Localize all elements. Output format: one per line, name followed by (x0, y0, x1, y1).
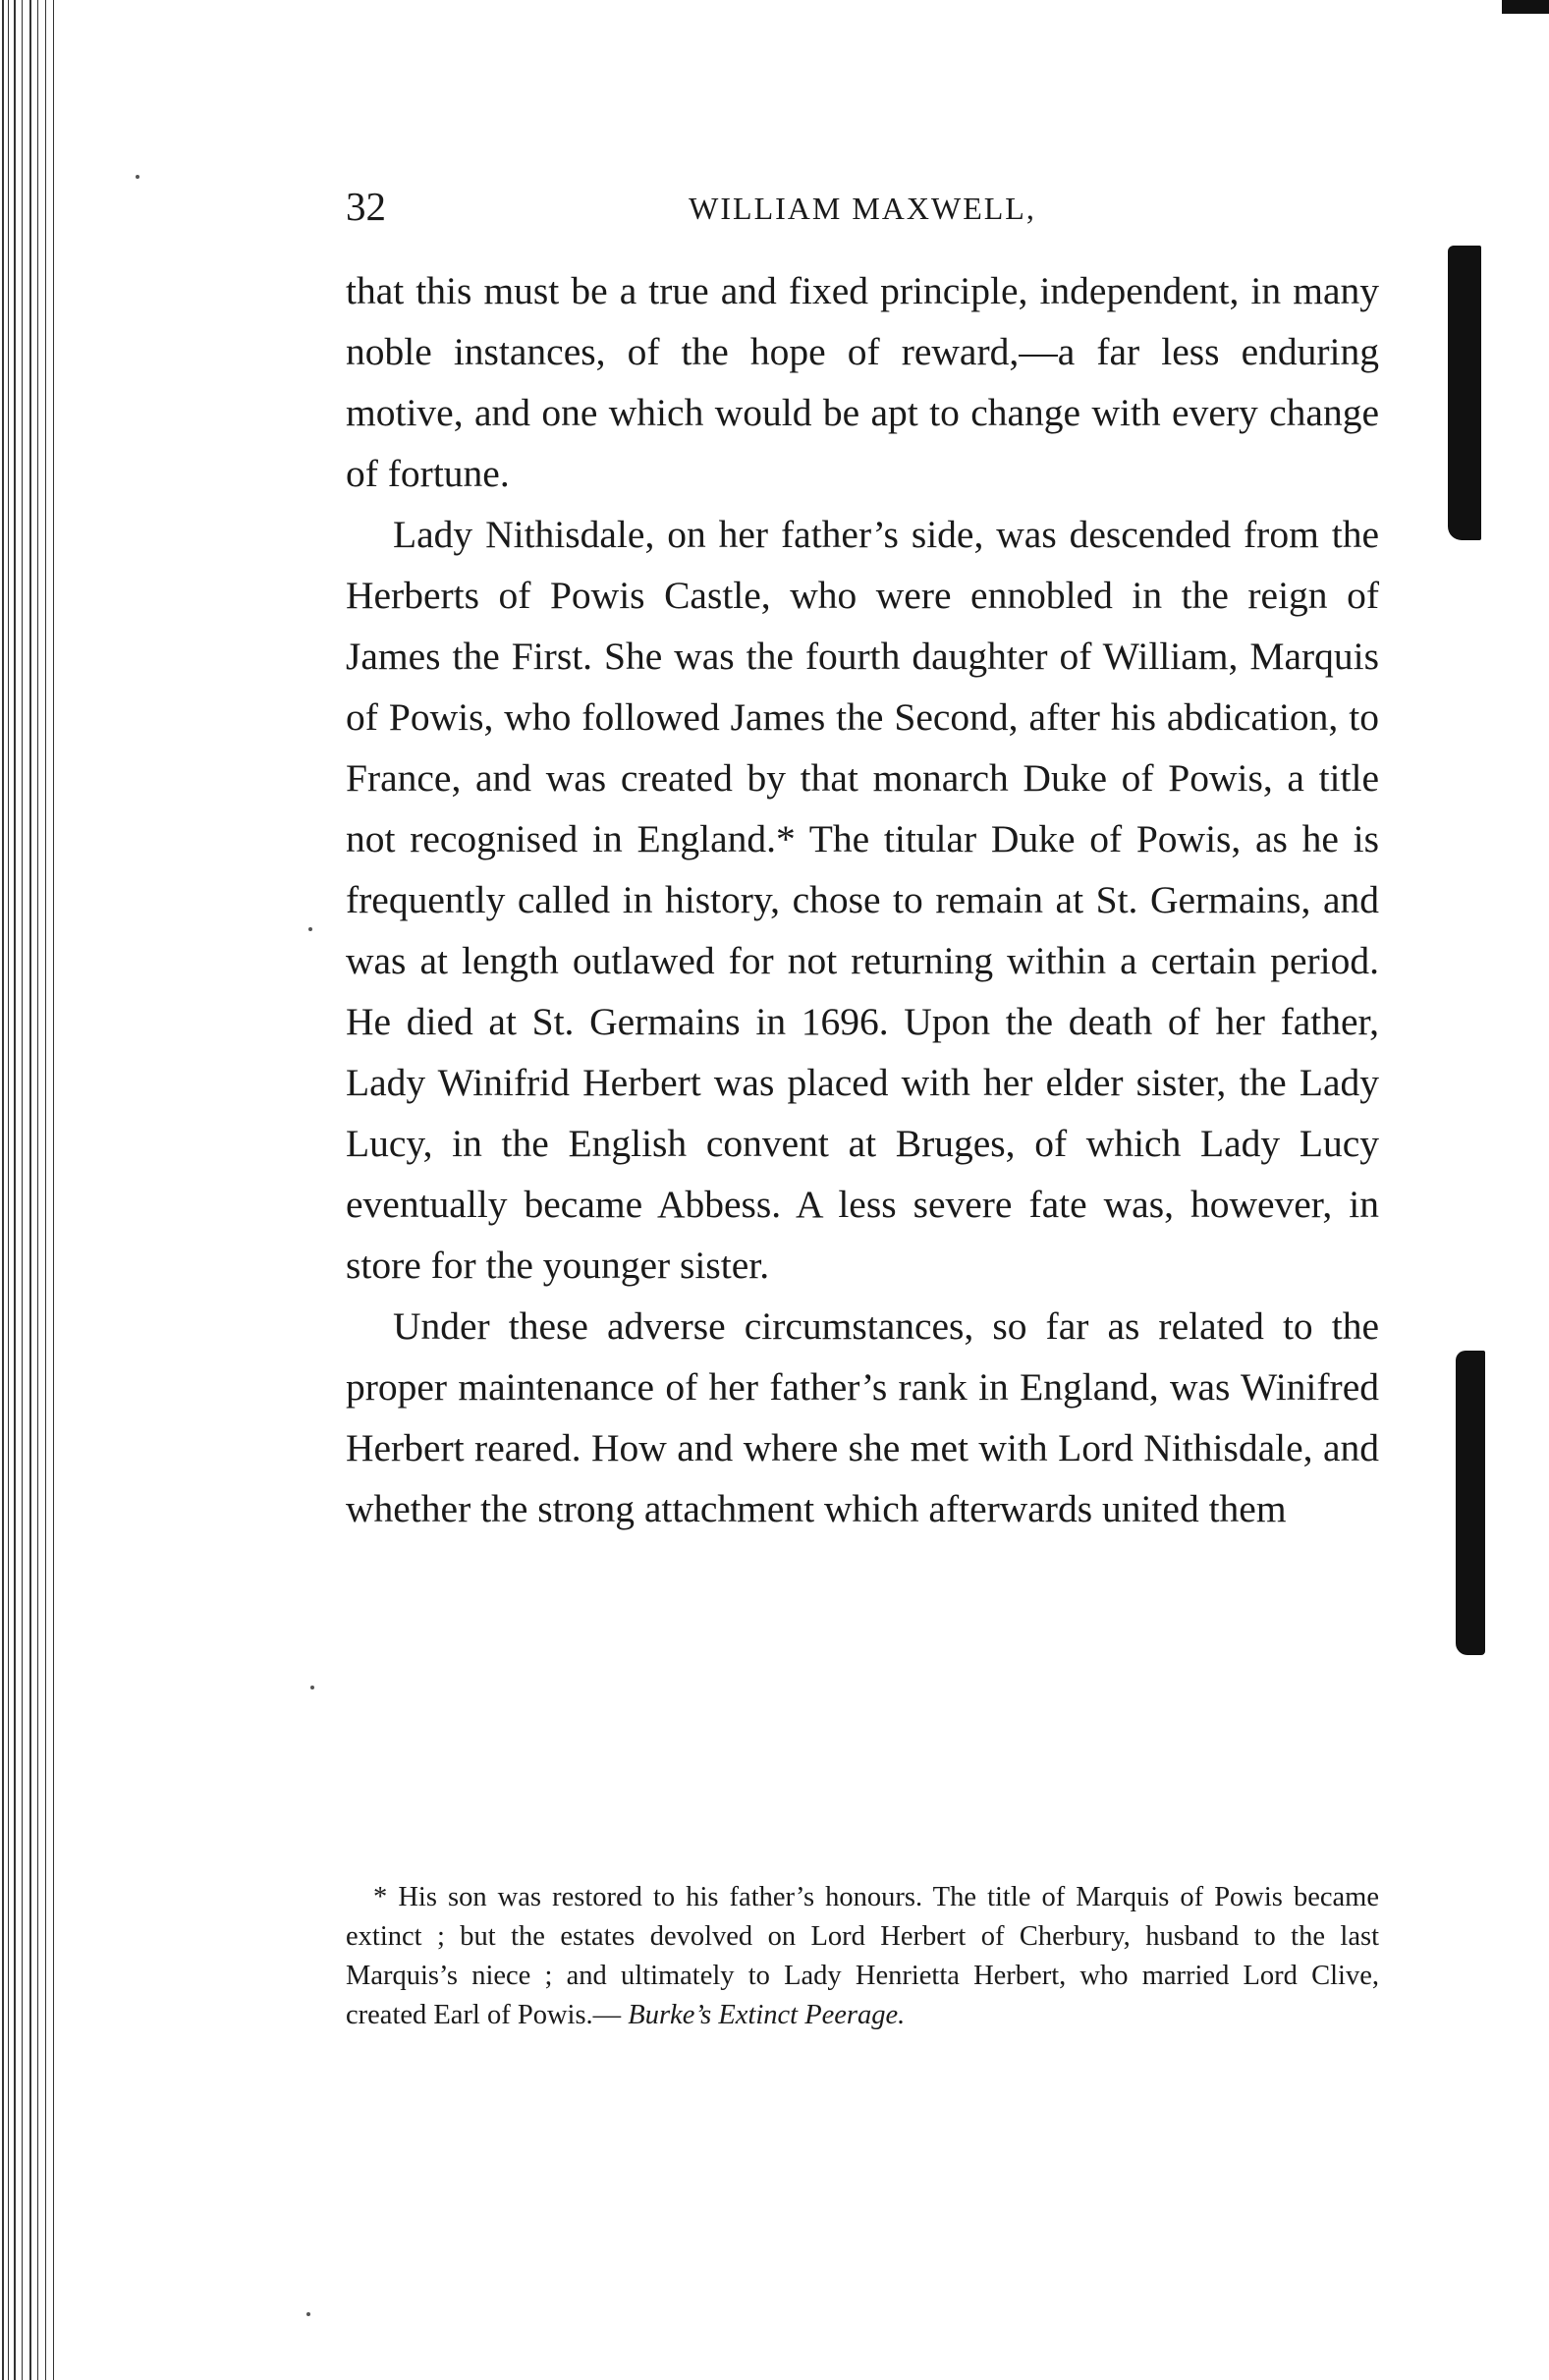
footnote-source: Burke’s Extinct Peerage. (628, 2000, 906, 2030)
scan-speck (310, 1686, 314, 1689)
paragraph-1: that this must be a true and fixed principle, independent, in many noble instances, of the hope of reward,—a far less enduring motive, and one which would be apt to change with every change of fortune. (346, 269, 1379, 495)
paragraph-2: Lady Nithisdale, on her father’s side, was descended from the Herberts of Powis Castle, who were ennobled in the reign of James the First. She was the fourth daughter of William, Marquis of Powis, who followed James the Second, after his abdication, to France, and was created by that monarch Duke of Powis, a title not recognised in England.* The titular Duke of Powis, as he is frequently called in history, chose to remain at St. Germains, and was at length outlawed for not returning within a certain period. He died at St. Germains in 1696. Upon the death of her father, Lady Winifrid Herbert was placed with her elder sister, the Lady Lucy, in the English convent at Bruges, of which Lady Lucy eventually became Abbess. A less severe fate was, however, in store for the younger sister. (346, 513, 1379, 1287)
paragraph-3: Under these adverse circumstances, so far as related to the proper maintenance of her father’s rank in England, was Winifred Herbert reared. How and where she met with Lord Nithisdale, and whether the strong attachment which afterwards united them (346, 1304, 1379, 1530)
body-text (346, 260, 1379, 1539)
footnote-text (346, 1878, 1379, 2035)
page-number: 32 (346, 184, 386, 229)
margin-ink-mark-lower (1456, 1351, 1485, 1655)
footnote-body: * His son was restored to his father’s honours. The title of Marquis of Powis became extinct ; but the estates devolved on Lord Herbert of Cherbury, husband to the last Marquis’s niece ; and ultimately to Lady Henrietta Herbert, who married Lord Clive, created Earl of Powis.— (346, 1882, 1379, 2030)
book-binding-edge (0, 0, 59, 2380)
footnote (346, 1878, 1379, 2035)
running-head: WILLIAM MAXWELL, (689, 191, 1036, 226)
scan-speck (306, 2312, 310, 2316)
scan-speck (308, 927, 312, 931)
page-header (346, 183, 1379, 242)
margin-ink-mark-upper (1448, 246, 1481, 540)
scan-speck (136, 175, 139, 179)
scan-edge-mark (1502, 0, 1549, 14)
